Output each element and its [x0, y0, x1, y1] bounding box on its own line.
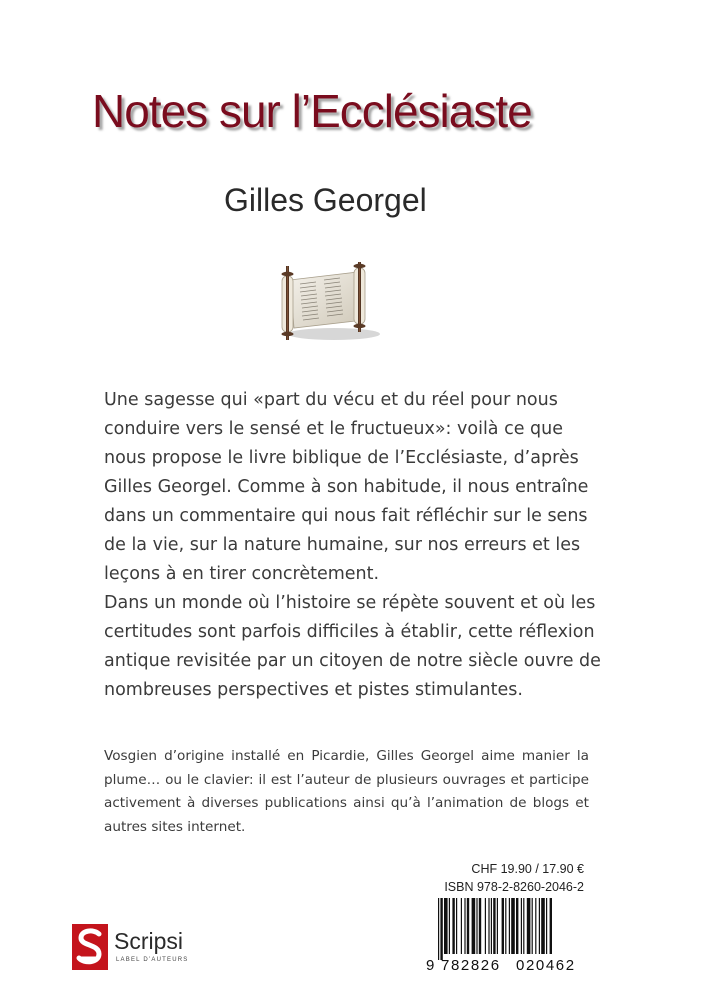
barcode-bars — [424, 896, 592, 962]
publisher-logo — [72, 924, 222, 970]
barcode-digits-left: 782826 — [441, 957, 501, 974]
barcode-digit-first: 9 — [426, 957, 435, 974]
isbn-label: ISBN 978-2-8260-2046-2 — [444, 880, 584, 894]
book-title: Notes sur l’Ecclésiaste — [92, 85, 532, 137]
back-cover-blurb — [104, 386, 604, 705]
blurb-paragraph: Une sagesse qui «part du vécu et du réel pour nous conduire vers le sensé et le fructueux»: voilà ce que nous propose le livre biblique de l’Ecclésiaste, d’après Gilles Georgel. Comme à son habitude, il nous entraîne dans un commentaire qui nous fait réfléchir sur le sens de la vie, sur la nature humaine, sur nos erreurs et les leçons à en tirer concrètement. — [104, 390, 589, 584]
publisher-name: Scripsi — [114, 928, 184, 954]
blurb-paragraph: Dans un monde où l’histoire se répète souvent et où les certitudes sont parfois difficiles à établir, cette réflexion antique revisitée par un citoyen de notre siècle ouvre de nombreuses perspectives et pistes stimulantes. — [104, 593, 601, 700]
author-bio: Vosgien d’origine installé en Picardie, Gilles Georgel aime manier la plume… ou le clavier: il est l’auteur de plusieurs ouvrages et participe activement à diverses publications ainsi qu’à l’animation de blogs et autres sites internet. — [104, 748, 589, 835]
barcode-digits — [424, 954, 592, 978]
price-label: CHF 19.90 / 17.90 € — [471, 862, 584, 876]
barcode-digits-right: 020462 — [516, 957, 576, 974]
isbn-barcode — [424, 896, 592, 982]
scripsi-logo-icon — [72, 924, 108, 970]
publisher-tagline: LABEL D’AUTEURS — [116, 957, 189, 963]
torah-scroll-icon — [268, 262, 388, 344]
book-author: Gilles Georgel — [224, 182, 427, 218]
